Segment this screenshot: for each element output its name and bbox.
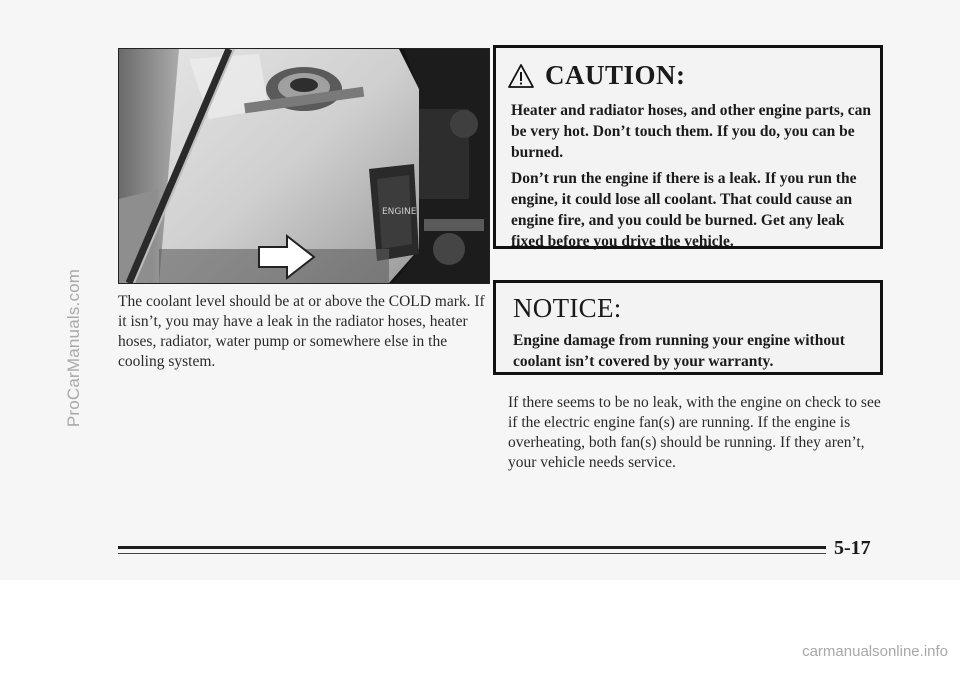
footer-rule-thin [118,553,826,554]
caution-paragraph-1: Heater and radiator hoses, and other engine parts, can be very hot. Don’t touch them. If you do, you can be burned. [511,102,871,161]
caution-box [493,45,883,249]
caution-body [511,100,876,257]
engine-photo [118,48,490,284]
notice-box [493,280,883,375]
fan-check-paragraph: If there seems to be no leak, with the engine on check to see if the electric engine fan(s) are running. If the engine is overheating, both fan(s) should be running. If they aren’t, your vehicle needs service. [508,394,881,471]
warning-triangle-icon [507,63,535,89]
caution-heading [507,60,686,91]
caution-paragraph-2: Don’t run the engine if there is a leak. If you run the engine, it could lose all coolant. That could cause an engine fire, and you could be burned. Get any leak fixed before you drive the vehicle. [511,170,857,250]
notice-text: Engine damage from running your engine without coolant isn’t covered by your warranty. [513,332,845,370]
engine-photo-drawing [119,49,489,283]
svg-text:ENGINE: ENGINE [382,207,417,217]
caution-title: CAUTION: [545,60,686,90]
coolant-level-paragraph: The coolant level should be at or above the COLD mark. If it isn’t, you may have a leak in the radiator hoses, heater hoses, radiator, water pump or somewhere else in the cooling system. [118,293,485,370]
footer-rule-thick [118,546,826,549]
notice-title: NOTICE: [513,293,622,323]
watermark-left: ProCarManuals.com [64,268,83,428]
bottom-margin [0,580,960,675]
watermark-bottom: carmanualsonline.info [802,643,948,660]
page-number: 5-17 [834,537,871,559]
